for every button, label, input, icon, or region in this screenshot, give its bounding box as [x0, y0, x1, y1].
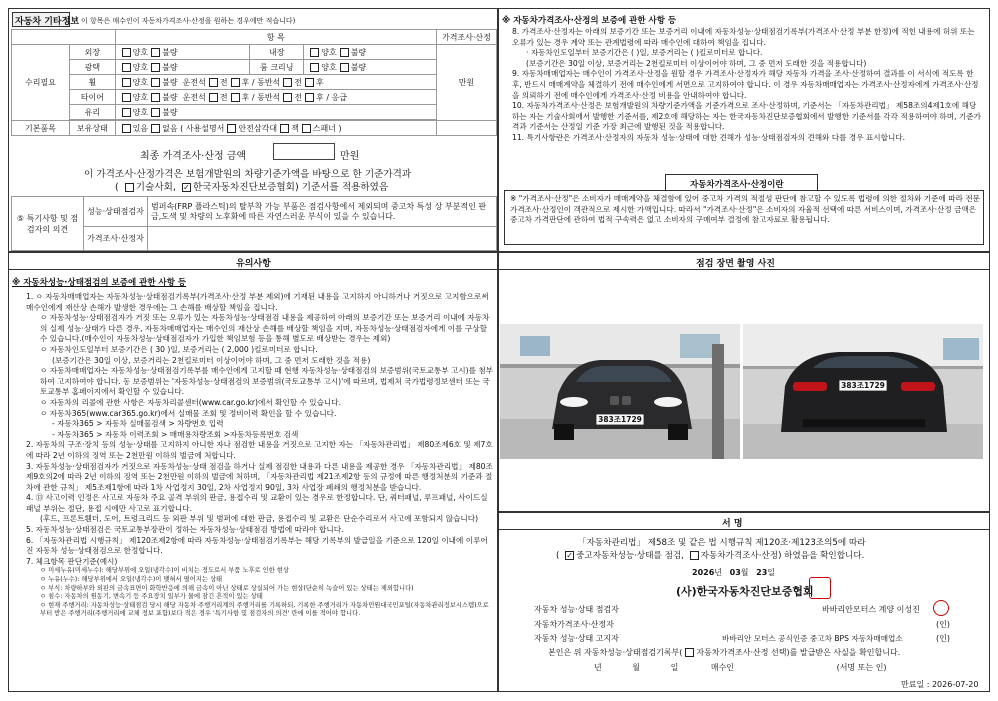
note-1g: ㅇ 자동차365(www.car365.go.kr)에서 실매물 조회 및 정비이력 확인을 할 수 있습니다. — [40, 408, 337, 418]
manual-label: ( 사용설명서 — [180, 123, 225, 133]
bad-label: 불량 — [162, 107, 178, 117]
checkbox[interactable] — [122, 63, 131, 72]
note-7e: ㅇ 현재 주행거리: 자동차성능·상태점검 당시 해당 자동차 주행거리계의 주행거리를 기록하되, 기록한 주행거리가 자동차민원대국민포털(자동차관리정보시스템)으로부터 받은 주행거리(주행거리에 교체 정보 포함)보다 적은 경우 '특기사항 및 점검자의 의견' 란에 이를 적어야 합니다. — [40, 601, 489, 618]
front-plate: 383조1729 — [598, 415, 642, 424]
good-label: 양호 — [132, 92, 149, 102]
note-7: 7. 체크항목 판단기준(예시) — [26, 556, 118, 566]
checkbox-checked[interactable]: ✓ — [566, 551, 573, 560]
checkbox[interactable] — [283, 78, 292, 87]
bad-label: 불량 — [162, 77, 178, 87]
basis-line-2: ( 기술사회, ✓ 한국자동차진단보증협회) 기준서를 적용하였음 — [115, 182, 389, 193]
note-4b: (후드, 프론트휀더, 도어, 트렁크리드 등 외판 부위 및 범퍼에 대한 판금, 용접수리 및 교환은 단순수리로서 사고에 포함되지 않습니다) — [40, 514, 479, 524]
note-1f: ㅇ 자동차의 리콜에 관한 사항은 자동차리콜센터(www.car.go.kr)에서 확인할 수 있습니다. — [40, 397, 341, 407]
interior-label: 내장 — [250, 45, 304, 60]
rear-label: 후 — [316, 92, 324, 102]
sign-check-line: ( ✓ 중고자동차성능·상태를 점검, 자동차가격조사·산정) 하였음을 확인합니다. — [556, 551, 865, 561]
checkbox[interactable] — [122, 93, 131, 102]
check-line-b: 자동차가격조사·산정) 하였음을 확인합니다. — [700, 551, 865, 561]
checkbox[interactable] — [310, 63, 319, 72]
note-8: 8. 가격조사·산정자는 아래의 보증기간 또는 보증거리 이내에 자동차성능·상태점검기록부(가격조사·산정 부분 한정)에 적힌 내용에 허위 또는 오류가 있는 경우 계약 또는 관계법령에 따라 매수인에 대하여 책임을 집니다. — [512, 27, 975, 47]
good-label: 양호 — [132, 107, 149, 117]
org-seal — [809, 577, 831, 599]
checkbox[interactable] — [302, 124, 311, 133]
rear-label: 후 — [241, 77, 250, 87]
note-11: 11. 특기사항란은 가격조사·산정자의 자동차 성능·상태에 대한 견해가 성능·상태점검자의 견해와 다를 경우 표시합니다. — [512, 132, 906, 142]
inspector-label: 성능·상태점검자 — [84, 197, 148, 227]
special-notes-table — [11, 196, 497, 251]
date-month: 03 — [729, 568, 741, 577]
org-name: (사)한국자동차진단보증협회 — [676, 585, 814, 598]
checkbox[interactable] — [209, 93, 218, 102]
bad-label: 불량 — [162, 92, 178, 102]
passenger-label: / 동반석 — [251, 77, 281, 87]
price-def-text: ※ "가격조사·산정"은 소비자가 매매계약을 체결함에 있어 중고차 가격의 적절성 판단에 참고할 수 있도록 법령에 의한 절차와 기준에 따라 전문 가격조사·산정인이 객관적으로 제시한 가액입니다. 따라서 "가격조사·산정"은 소비자의 자율적 선택에 따른 서비스이며, 가격조사·산정 금액은 중고차 가격판단에 관하여 법적 구속력은 없고 소비자의 구매여부 결정에 참고자료로 활용됩니다. — [510, 194, 980, 225]
checkbox[interactable] — [151, 48, 160, 57]
checkbox[interactable] — [310, 48, 319, 57]
basis-opt-1: 기술사회, — [135, 182, 176, 193]
note-1e: ㅇ 자동차매매업자는 자동차성능·상태점검기록부를 매수인에게 고지할 때 현행 자동차성능·상태점검의 보증범위(국토교통부 고시)를 첨부하여 고지하여야 합니다. 동 보증범위는 '자동차성능·상태점검의 보증범위(국토교통부 고시)'에 따르며, 법제처 국가법령정보센터 또는 국토교통부 홈페이지에서 확인할 수 있습니다. — [40, 366, 494, 397]
note-9: 9. 자동차매매업자는 매수인이 가격조사·산정을 원할 경우 가격조사·산정자가 해당 자동차 가격을 조사·산정하여 결과를 이 서식에 적도록 한 후, 반드시 매매계약을 체결하기 전에 매수인에게 서면으로 고지하여야 합니다. 이 경우 자동차매매업자는 가격조사·산정자에게 가격조사·산정을 의뢰하기 전에 매수인에게 가격조사·산정 비용을 안내하여야 합니다. — [512, 69, 979, 100]
rear-plate: 383조1729 — [841, 381, 885, 390]
other-info-subtitle: ( 이 항목은 매수인이 자동차가격조사·산정을 원하는 경우에만 적습니다) — [76, 17, 296, 25]
repair-table — [11, 29, 497, 136]
front-label: 전 — [219, 92, 228, 102]
receipt-a: 본인은 위 자동차성능·상태점검기록부( — [548, 648, 683, 657]
year-unit: 년 — [714, 568, 722, 577]
r3-label: 자동차 성능·상태 고지자 — [534, 634, 619, 643]
checkbox[interactable] — [151, 93, 160, 102]
sign-date — [692, 567, 775, 578]
good-label: 양호 — [321, 62, 337, 72]
bad-label: 불량 — [162, 47, 178, 57]
checkbox[interactable] — [340, 48, 349, 57]
photos-title: 점검 장면 촬영 사진 — [696, 259, 775, 269]
price-def-title: 자동차가격조사·산정이란 — [690, 180, 784, 190]
checkbox[interactable] — [305, 93, 314, 102]
triangle-label: 안전삼각대 — [238, 123, 278, 133]
front-car-photo — [500, 324, 740, 459]
checkbox[interactable] — [231, 78, 240, 87]
col-price-header: 가격조사·산정 — [436, 30, 496, 45]
inspector-opinion: 범퍼속(FRP 플라스틱)의 탈부착 가능 부품은 점검사항에서 제외되며 중고차 특성 상 부분적인 판금,도색 및 차량의 노후화에 따른 자연스러운 부식이 있을 수 있습니다. — [148, 197, 497, 227]
buyer-month: 월 — [632, 663, 641, 672]
final-price-unit: 만원 — [340, 151, 360, 162]
checkbox[interactable] — [280, 124, 289, 133]
note-1h: - 자동차365 > 자동차 실매물검색 > 차량번호 입력 — [52, 419, 224, 429]
other-info-title: 자동차 기타정보 — [15, 17, 79, 27]
note-7d: ㅇ 침수: 자동차의 원동기, 변속기 등 주요장치 일부가 물에 잠긴 흔적이 있는 상태 — [40, 593, 263, 601]
basis-opt-2: 한국자동차진단보증협회 — [192, 182, 295, 193]
r1-seal — [933, 600, 949, 616]
price-warranty-header: ※ 자동차가격조사·산정의 보증에 관한 사항 등 — [502, 16, 677, 26]
price-warranty-text — [512, 27, 982, 144]
note-1c: ㅇ 자동차인도일부터 보증기간은 ( 30 )일, 보증거리는 ( 2,000 )킬로미터로 합니다. — [40, 344, 318, 354]
basis-line-1: 이 가격조사·산정가격은 보험개발원의 차량기준가액을 바탕으로 한 기준가격과 — [84, 169, 412, 180]
rear-label: 후 — [241, 92, 250, 102]
checkbox[interactable] — [122, 108, 131, 117]
price-inspector-label: 가격조사·산정자 — [84, 227, 148, 251]
r1-label: 자동차 성능·상태 점검자 — [534, 605, 619, 614]
spanner-label: 스패너 ) — [312, 123, 342, 133]
checkbox[interactable] — [231, 93, 240, 102]
buyer-sign: (서명 또는 인) — [836, 663, 887, 672]
note-2: 2. 자동차의 구조·장치 등의 성능·상태를 고지하지 아니한 자나 점검한 내용을 거짓으로 고지한 자는 「자동차관리법」 제80조제6호 및 제7호에 따라 2년 이하의 징역 또는 2천만원 이하의 벌금에 처합니다. — [26, 440, 493, 460]
note-10: 10. 자동차가격조사·산정은 보험개발원의 차량기준가액을 기준가격으로 조사·산정하며, 기준서는 「자동차관리법」 제58조의4제1호에 해당하는 자는 기술사회에서 발행한 기준서를, 제2호에 해당하는 자는 한국자동차진단보증협회에서 발행한 기준서를 각각 적용하여야 하며, 기준가격과 기준서는 산정일 기준 가장 최근에 발행된 것을 적용합니다. — [512, 101, 981, 132]
passenger-label: / 동반석 — [251, 92, 281, 102]
driver-label: 운전석 — [182, 92, 206, 102]
check-line-a: 중고자동차성능·상태를 점검, — [576, 551, 684, 561]
checkbox[interactable] — [305, 78, 314, 87]
checkbox[interactable] — [209, 78, 218, 87]
glass-label: 유리 — [70, 105, 116, 120]
amount-unit: 만원 — [436, 45, 496, 121]
checkbox[interactable] — [151, 63, 160, 72]
good-label: 양호 — [321, 47, 337, 57]
receipt-b: 자동차가격조사·산정 선택)를 발급받은 사실을 확인합니다. — [696, 648, 901, 657]
bad-label: 불량 — [162, 62, 178, 72]
final-price-label: 최종 가격조사·산정 금액 — [140, 151, 247, 162]
note-8c: (보증기간은 30일 이상, 보증거리는 2천킬로미터 이상이어야 하며, 그 중 먼저 도래한 것을 적용합니다) — [526, 58, 867, 68]
note-6: 6. 「자동차관리법 시행규칙」 제120조제2항에 따라 자동차성능·상태점검기록부는 해당 기록부의 발급일을 기준으로 120일 이내에 이루어진 자동차 성능·상태점검으로 한정합니다. — [26, 535, 488, 556]
r2-value: (인) — [936, 620, 950, 629]
none-label: 없음 — [162, 123, 178, 133]
good-label: 양호 — [132, 77, 149, 87]
jack-label: 잭 — [291, 123, 299, 133]
note-1: 1. ㅇ 자동차매매업자는 자동차성능·상태점검기록부(가격조사·산정 부분 제외)에 기재된 내용을 고지하지 아니하거나 거짓으로 고지함으로써 매수인에게 재산상 손해가 발생한 경우에는 그 손해를 배상할 책임을 집니다. — [26, 292, 489, 312]
sign-title-bar — [498, 512, 990, 530]
basis-tail: ) 기준서를 적용하였음 — [294, 182, 389, 193]
checkbox[interactable] — [283, 93, 292, 102]
checkbox[interactable] — [122, 78, 131, 87]
r3-seal: (인) — [936, 634, 950, 643]
date-year: 2026 — [692, 568, 715, 577]
front-label: 전 — [294, 92, 303, 102]
checkbox[interactable] — [122, 124, 131, 133]
bad-label: 불량 — [350, 62, 367, 72]
checkbox[interactable] — [151, 124, 160, 133]
date-day: 23 — [756, 568, 768, 577]
notes-list — [26, 292, 494, 619]
note-5: 5. 자동차성능·상태점검은 국토교통부장관이 정하는 자동차성능·상태점검 방법에 따라야 합니다. — [26, 525, 344, 535]
notes-header: ※ 자동차성능·상태점검의 보증에 관한 사항 등 — [12, 278, 187, 288]
good-label: 양호 — [132, 62, 149, 72]
bad-label: 불량 — [350, 47, 367, 57]
checkbox-checked[interactable]: ✓ — [183, 182, 190, 192]
final-price-input[interactable] — [273, 143, 335, 160]
front-car-image — [500, 324, 740, 459]
r1-value: 바바리안모터스 계양 이성진 — [822, 605, 920, 614]
checkbox[interactable] — [151, 78, 160, 87]
driver-label: 운전석 — [182, 77, 206, 87]
buyer-year: 년 — [594, 663, 602, 672]
basic-items-label: 기본품목 — [12, 121, 70, 136]
own-status-label: 보유상태 — [70, 121, 116, 136]
r3-value: 바바리안 모터스 공식인증 중고차 BPS 자동차매매업소 — [722, 634, 903, 643]
tire-label: 타이어 — [70, 90, 116, 105]
repair-label: 수리필요 — [12, 45, 70, 121]
note-1b: ㅇ 자동차성능·상태점검자가 거짓 또는 오류가 있는 자동차성능·상태점검 내용을 제공하여 아래의 보증기간 또는 보증거리 이내에 자동차의 실제 성능·상태가 다른 경우, 자동차매매업자는 매수인의 재산상 손해를 배상할 책임을 지며, 자동차성능·상태점검자에게 이를 구상할 수 있습니다.(매수인이 자동차성능·상태점검자가 가입한 책임보험 등을 통해 별도로 배상받는 경우는 제외) — [40, 313, 490, 344]
checkbox[interactable] — [125, 183, 134, 192]
buyer-label: 매수인 — [710, 663, 735, 672]
note-4: 4. ⑬ 사고이력 인정은 사고로 자동차 주요 골격 부위의 판금, 용접수리 및 교환이 있는 경우로 한정합니다. 단, 쿼터패널, 루프패널, 사이드실패널 부위는 절단, 용접 시에만 사고로 표기합니다. — [26, 493, 488, 513]
notes-title: 유의사항 — [236, 259, 271, 269]
day-unit: 일 — [767, 568, 776, 577]
special-notes-label: ⑤ 특기사항 및 점검자의 의견 — [12, 197, 84, 251]
note-7c: ㅇ 부식: 차량하부와 외판의 금속표면이 화학반응에 의해 금속이 아닌 상태로 상실되어 가는 현상(단순히 녹슬어 있는 상태는 제외합니다) — [40, 584, 414, 592]
checkbox[interactable] — [340, 63, 349, 72]
checkbox[interactable] — [227, 124, 236, 133]
buyer-row — [594, 662, 974, 673]
wheel-label: 휠 — [70, 75, 116, 90]
sign-law-line: 「자동차관리법」 제58조 및 같은 법 시행규칙 제120조·제123조의5에 따라 — [578, 538, 866, 548]
expiry-date: 만료일 : 2026-07-20 — [901, 680, 979, 689]
month-unit: 월 — [740, 568, 749, 577]
checkbox[interactable] — [122, 48, 131, 57]
note-8b: · 자동차인도일부터 보증기간은 ( )일, 보증거리는 ( )킬로미터로 합니다. — [526, 48, 763, 58]
receipt-line — [548, 647, 900, 658]
checkbox[interactable] — [690, 551, 699, 560]
col-item-header: 항 목 — [115, 30, 436, 45]
r2-label: 자동차가격조사·산정자 — [534, 620, 614, 629]
sign-title: 서 명 — [722, 519, 743, 529]
checkbox[interactable] — [685, 648, 694, 657]
front-label: 전 — [294, 77, 303, 87]
have-label: 있음 — [132, 123, 149, 133]
checkbox[interactable] — [151, 108, 160, 117]
exterior-label: 외장 — [70, 45, 116, 60]
rear-car-image — [743, 324, 983, 459]
room-label: 룸 크리닝 — [250, 60, 304, 75]
good-label: 양호 — [132, 47, 149, 57]
note-7a: ㅇ 미세누유(미세누수): 해당부위에 오일(냉각수)이 비치는 정도로서 부품 노후로 인한 현상 — [40, 567, 289, 575]
note-7b: ㅇ 누유(누수): 해당부위에서 오일(냉각수)이 맺혀서 떨어지는 상태 — [40, 576, 223, 584]
spare-label: / 응급 — [326, 92, 348, 102]
gloss-label: 광택 — [70, 60, 116, 75]
front-label: 전 — [219, 77, 228, 87]
note-1i: - 자동차365 > 자동차 이력조회 > 매매용차량조회 >자동차등록번호 검색 — [52, 429, 299, 439]
rear-label: 후 — [316, 77, 324, 87]
note-1d: (보증기간은 30일 이상, 보증거리는 2천킬로미터 이상이어야 하며, 그 중 먼저 도래한 것을 적용) — [52, 355, 371, 365]
note-3: 3. 자동차성능·상태점검자가 거짓으로 자동차성능·상태 점검을 하거나 실제 점검한 내용과 다른 내용을 제공한 경우 「자동차관리법」 제80조제9호의2에 따라 2년 이하의 징역 또는 2천만원 이하의 벌금에 처하며, 「자동차관리법 제21조제2항 등의 규정에 따른 행정처분의 기준과 절차에 관한 규칙」 제5조제1항에 따라 1차 사업정지 30일, 2차 사업정지 90일, 3차 사업장 폐쇄의 행정처분을 받습니다. — [26, 461, 493, 492]
rear-car-photo — [743, 324, 983, 459]
buyer-day: 일 — [670, 663, 679, 672]
